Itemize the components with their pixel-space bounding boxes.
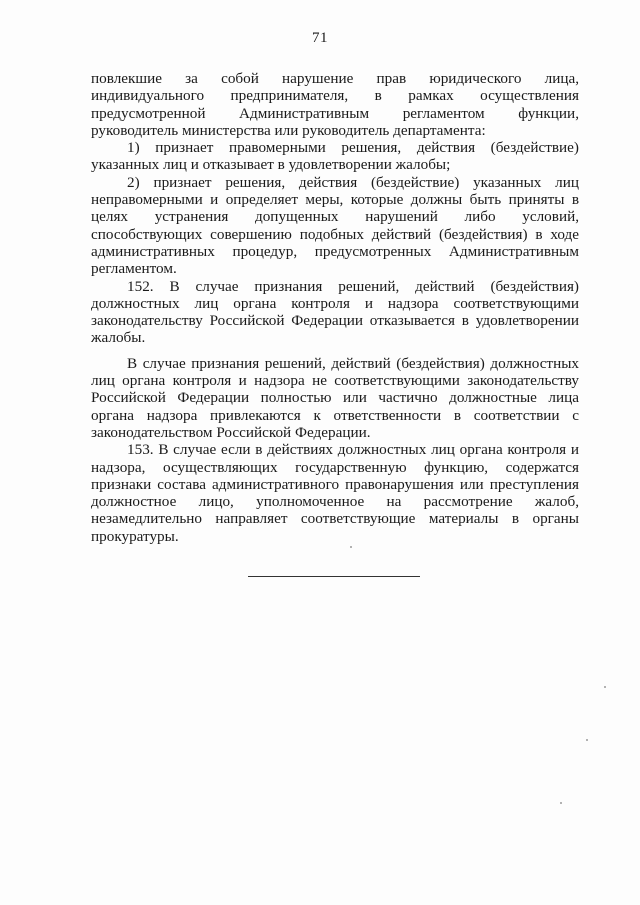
scan-speck [350,546,352,548]
body-text [91,70,579,545]
paragraph-item-1: 1) признает правомерными решения, действия (бездействие) указанных лиц и отказывает в удовлетворении жалобы; [91,139,579,174]
scan-speck [560,802,562,804]
paragraph-152: 152. В случае признания решений, действий (бездействия) должностных лиц органа контроля и надзора соответствующими законодательству Российской Федерации отказывается в удовлетворении жалобы. [91,277,579,347]
paragraph-153: 153. В случае если в действиях должностных лиц органа контроля и надзора, осуществляющих государственную функцию, содержатся признаки состава административного правонарушения или преступления должностное лицо, уполномоченное на рассмотрение жалоб, незамедлительно направляет соответствующие материалы в органы прокуратуры. [91,441,579,545]
paragraph-152-second: В случае признания решений, действий (бездействия) должностных лиц органа контроля и надзора не соответствующими законодательству Российской Федерации полностью или частично должностные лица органа надзора привлекаются к ответственности в соответствии с законодательством Российской Федерации. [91,354,579,441]
scan-speck [604,686,606,688]
page-number: 71 [312,30,328,46]
paragraph-continuation: повлекшие за собой нарушение прав юридического лица, индивидуального предпринимателя, в рамках осуществления предусмотренной Административным регламентом функции, руководитель министерства или руководитель департамента: [91,70,579,139]
scan-speck [586,739,588,741]
paragraph-item-2: 2) признает решения, действия (бездействие) указанных лиц неправомерными и определяет меры, которые должны быть приняты в целях устранения допущенных нарушений либо условий, способствующих совершению подобных действий (бездействия) в ходе административных процедур, предусмотренных Административным регламентом. [91,173,579,278]
end-of-text-rule [248,576,420,577]
